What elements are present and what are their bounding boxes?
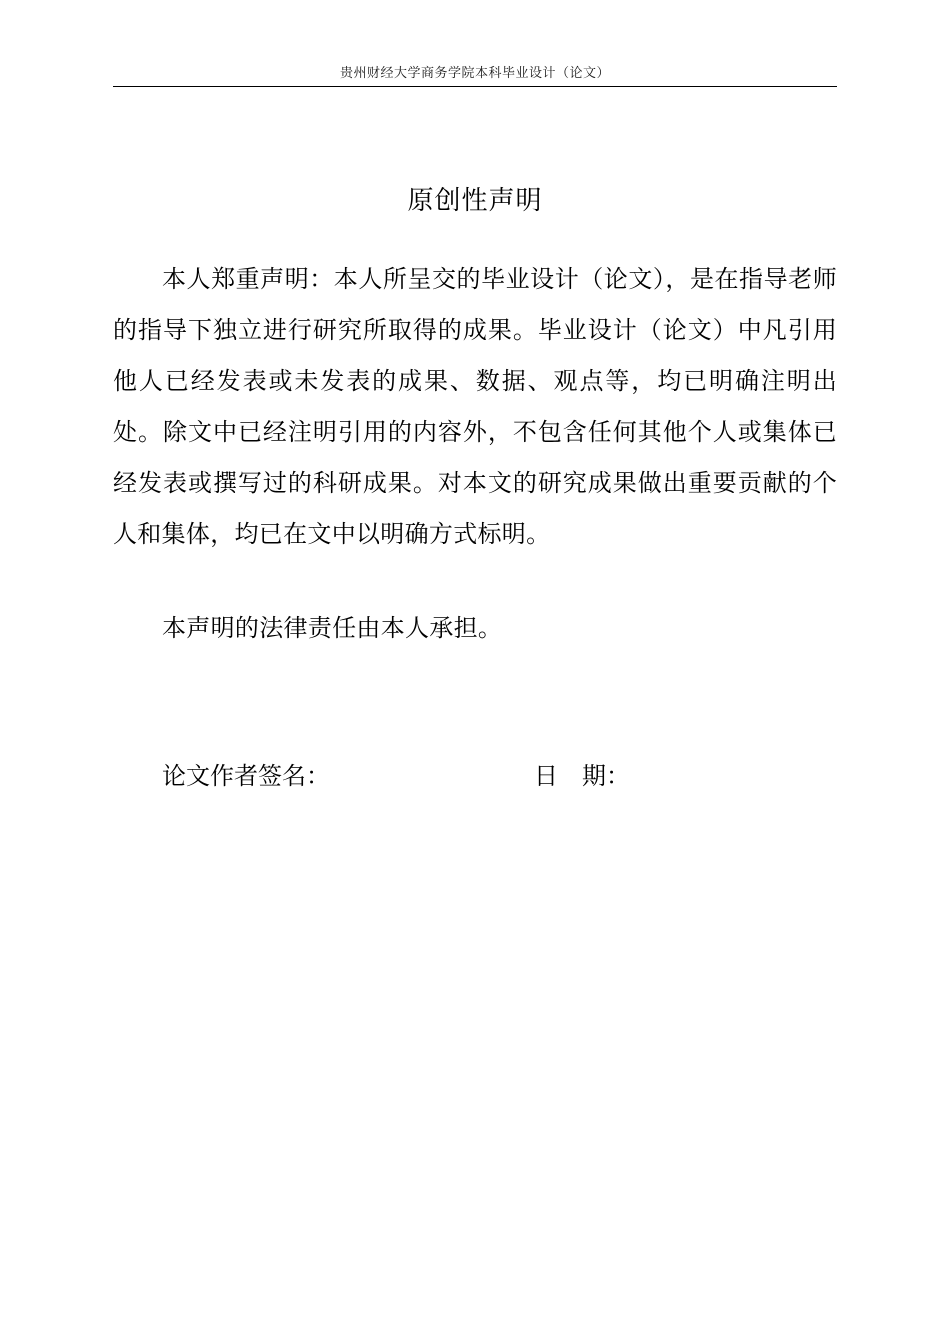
declaration-paragraph: 本人郑重声明：本人所呈交的毕业设计（论文），是在指导老师的指导下独立进行研究所取得的成果。毕业设计（论文）中凡引用他人已经发表或未发表的成果、数据、观点等，均已明确注明出处。除文中已经注明引用的内容外，不包含任何其他个人或集体已经发表或撰写过的科研成果。对本文的研究成果做出重要贡献的个人和集体，均已在文中以明确方式标明。 bbox=[113, 265, 837, 548]
date-label: 日 期： bbox=[534, 762, 630, 790]
signature-row bbox=[162, 751, 837, 802]
author-signature-label: 论文作者签名： bbox=[162, 762, 330, 790]
header-text: 贵州财经大学商务学院本科毕业设计（论文） bbox=[339, 66, 610, 81]
page-header bbox=[113, 64, 837, 87]
liability-paragraph: 本声明的法律责任由本人承担。 bbox=[162, 614, 503, 642]
document-title: 原创性声明 bbox=[407, 186, 543, 216]
